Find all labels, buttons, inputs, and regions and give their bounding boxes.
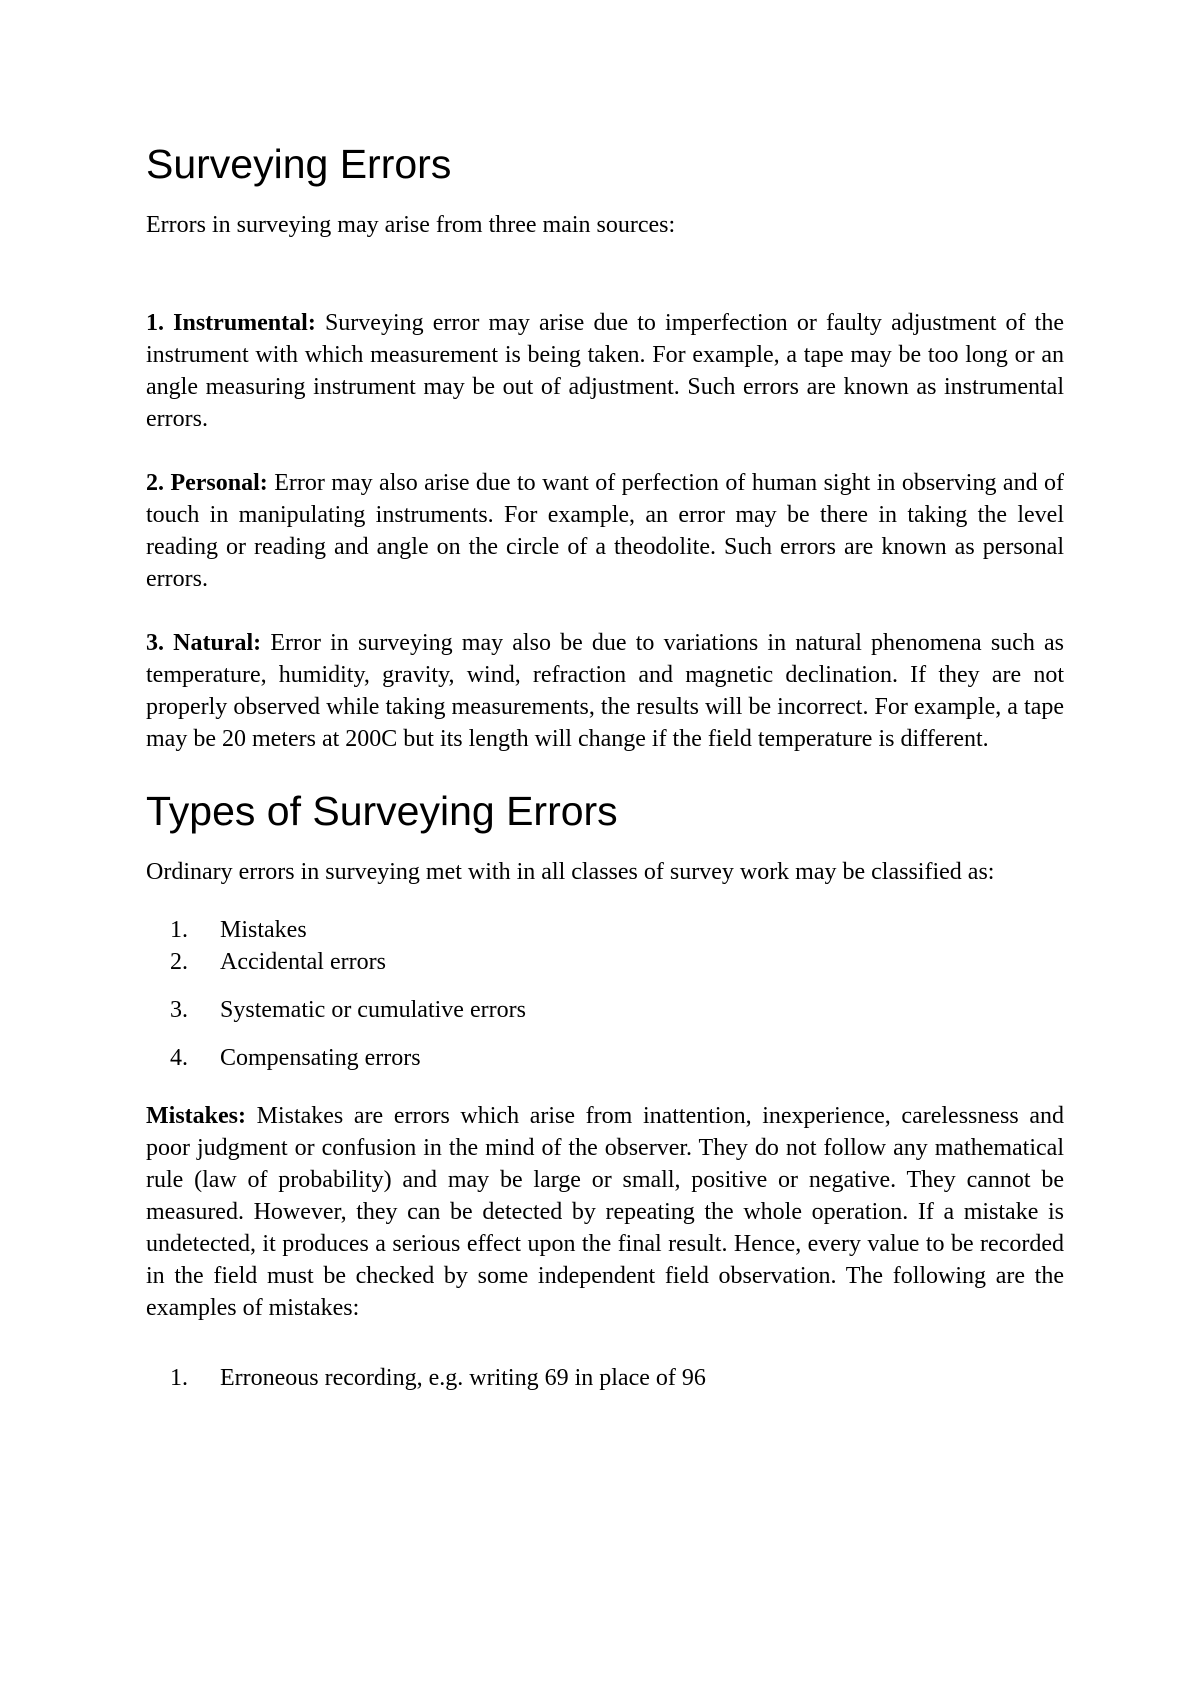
source-paragraph-natural [146,627,1064,755]
document-page [146,140,1064,1394]
list-number: 1. [170,1365,188,1392]
types-intro-paragraph: Ordinary errors in surveying met with in all classes of survey work may be classified as: [146,859,995,886]
list-number: 1. [170,917,188,944]
mistakes-text: Mistakes are errors which arise from inattention, inexperience, carelessness and poor judgment or confusion in the mind of the observer. They do not follow any mathematical rule (law of probability) and may be large or small, positive or negative. They cannot be measured. However, they can be detected by repeating the whole operation. If a mistake is undetected, it produces a serious effect upon the final result. Hence, every value to be recorded in the field must be checked by some independent field observation. The following are the examples of mistakes: [146,1103,1064,1322]
mistake-examples-list [146,1362,1064,1394]
list-item [146,914,1064,946]
list-item-text: Systematic or cumulative errors [220,997,526,1024]
list-item [146,1042,1064,1074]
list-item [146,1362,1064,1394]
list-number: 4. [170,1045,188,1072]
list-item [146,946,1064,978]
list-item-text: Mistakes [220,917,307,944]
source-text: Error in surveying may also be due to variations in natural phenomena such as temperature, humidity, gravity, wind, refraction and magnetic declination. If they are not properly observed while taking measurements, the results will be incorrect. For example, a tape may be 20 meters at 200C but its length will change if the field temperature is different. [146,630,1064,753]
error-types-list [146,914,1064,1074]
mistakes-paragraph [146,1100,1064,1324]
list-item-text: Erroneous recording, e.g. writing 69 in place of 96 [220,1365,706,1392]
list-number: 3. [170,997,188,1024]
mistakes-label: Mistakes: [146,1103,246,1130]
source-paragraph-personal [146,467,1064,595]
list-item-text: Compensating errors [220,1045,421,1072]
source-label: 3. Natural: [146,630,262,657]
source-label: 1. Instrumental: [146,310,316,337]
list-number: 2. [170,949,188,976]
list-item [146,994,1064,1026]
source-text: Error may also arise due to want of perfection of human sight in observing and of touch in manipulating instruments. For example, an error may be there in taking the level reading or reading and angle on the circle of a theodolite. Such errors are known as personal errors. [146,470,1065,593]
section-title-surveying-errors: Surveying Errors [146,141,452,187]
source-text: Surveying error may arise due to imperfection or faulty adjustment of the instrument with which measurement is being taken. For example, a tape may be too long or an angle measuring instrument may be out of adjustment. Such errors are known as instrumental errors. [146,310,1064,433]
intro-paragraph: Errors in surveying may arise from three main sources: [146,212,676,239]
source-paragraph-instrumental [146,307,1064,435]
section-title-types-of-errors: Types of Surveying Errors [146,788,618,835]
list-item-text: Accidental errors [220,949,386,976]
source-label: 2. Personal: [146,470,268,497]
